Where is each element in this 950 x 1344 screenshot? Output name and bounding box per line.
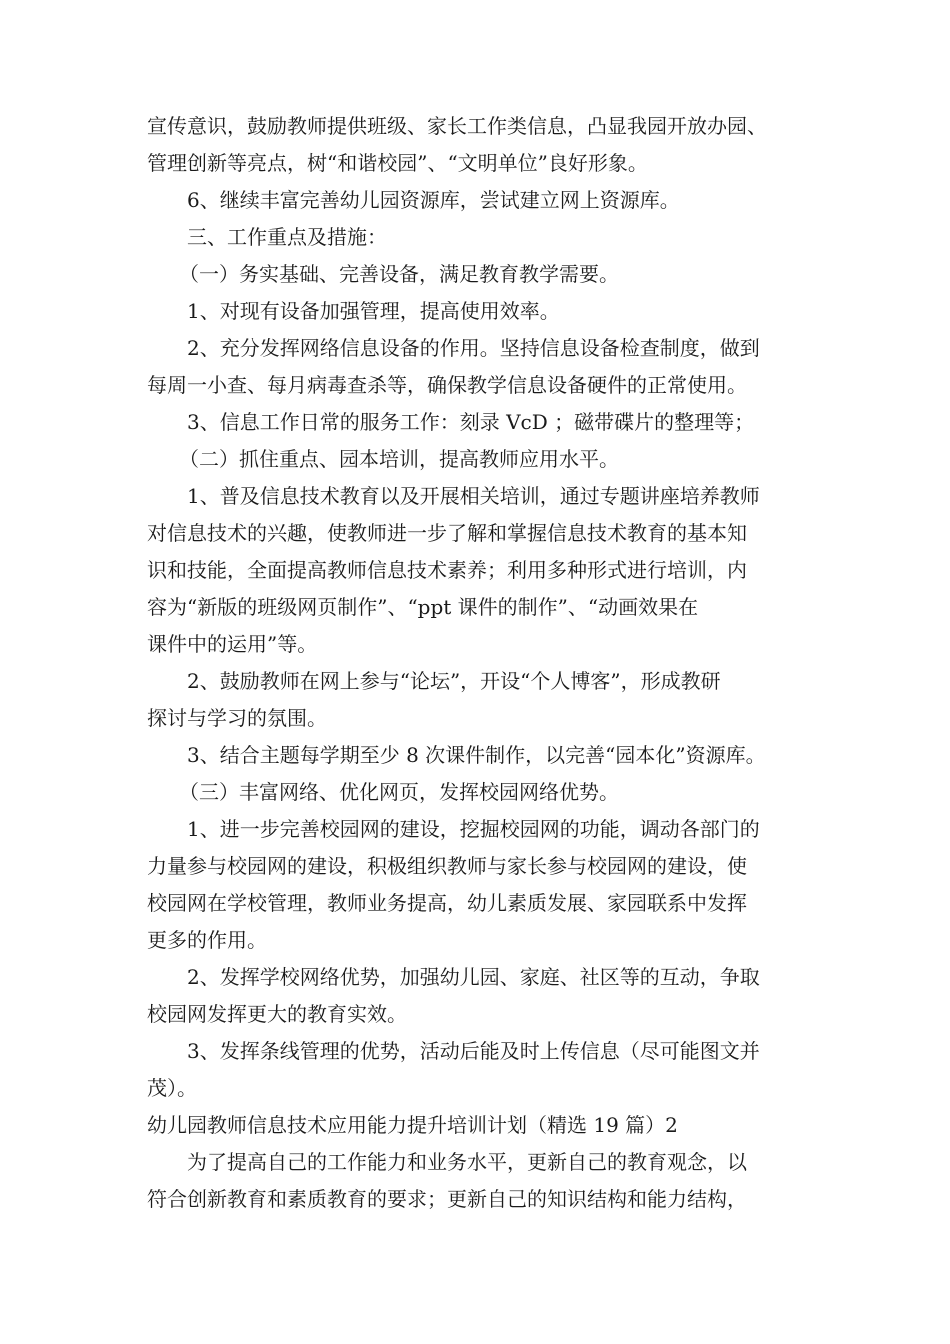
text-line: 每周一小查、每月病毒查杀等，确保教学信息设备硬件的正常使用。 bbox=[147, 373, 747, 397]
subsection-heading: （三）丰富网络、优化网页，发挥校园网络优势。 bbox=[179, 780, 619, 804]
list-item: 2、鼓励教师在网上参与“论坛”，开设“个人博客”，形成教研 bbox=[187, 669, 721, 693]
text-line: 力量参与校园网的建设，积极组织教师与家长参与校园网的建设，使 bbox=[147, 854, 747, 878]
list-item: 1、进一步完善校园网的建设，挖掘校园网的功能，调动各部门的 bbox=[187, 817, 760, 841]
paragraph-start: 为了提高自己的工作能力和业务水平，更新自己的教育观念，以 bbox=[187, 1150, 747, 1174]
text-line: 容为“新版的班级网页制作”、“ppt 课件的制作”、“动画效果在 bbox=[147, 595, 699, 619]
list-item: 2、充分发挥网络信息设备的作用。坚持信息设备检查制度，做到 bbox=[187, 336, 760, 360]
subsection-heading: （一）务实基础、完善设备，满足教育教学需要。 bbox=[179, 262, 619, 286]
text-line: 校园网在学校管理，教师业务提高，幼儿素质发展、家园联系中发挥 bbox=[147, 891, 747, 915]
document-body bbox=[147, 108, 827, 1218]
text-line: 茂）。 bbox=[147, 1076, 197, 1100]
text-line: 宣传意识，鼓励教师提供班级、家长工作类信息，凸显我园开放办园、 bbox=[147, 114, 767, 138]
text-line: 探讨与学习的氛围。 bbox=[147, 706, 327, 730]
list-item: 1、普及信息技术教育以及开展相关培训，通过专题讲座培养教师 bbox=[187, 484, 760, 508]
subsection-heading: （二）抓住重点、园本培训，提高教师应用水平。 bbox=[179, 447, 619, 471]
list-item: 6、继续丰富完善幼儿园资源库，尝试建立网上资源库。 bbox=[187, 188, 680, 212]
list-item: 1、对现有设备加强管理，提高使用效率。 bbox=[187, 299, 560, 323]
section-heading: 三、工作重点及措施： bbox=[187, 225, 387, 249]
text-line: 更多的作用。 bbox=[147, 928, 267, 952]
article-title: 幼儿园教师信息技术应用能力提升培训计划（精选 19 篇）2 bbox=[147, 1113, 678, 1137]
list-item: 3、信息工作日常的服务工作：刻录 VcD ；磁带碟片的整理等； bbox=[187, 410, 755, 434]
text-line: 对信息技术的兴趣，使教师进一步了解和掌握信息技术教育的基本知 bbox=[147, 521, 747, 545]
list-item: 3、结合主题每学期至少 8 次课件制作，以完善“园本化”资源库。 bbox=[187, 743, 766, 767]
text-line: 识和技能，全面提高教师信息技术素养；利用多种形式进行培训，内 bbox=[147, 558, 747, 582]
list-item: 2、发挥学校网络优势，加强幼儿园、家庭、社区等的互动，争取 bbox=[187, 965, 760, 989]
list-item: 3、发挥条线管理的优势，活动后能及时上传信息（尽可能图文并 bbox=[187, 1039, 760, 1063]
text-line: 符合创新教育和素质教育的要求；更新自己的知识结构和能力结构， bbox=[147, 1187, 747, 1211]
text-line: 管理创新等亮点，树“和谐校园”、“文明单位”良好形象。 bbox=[147, 151, 648, 175]
text-line: 校园网发挥更大的教育实效。 bbox=[147, 1002, 407, 1026]
text-line: 课件中的运用”等。 bbox=[147, 632, 318, 656]
